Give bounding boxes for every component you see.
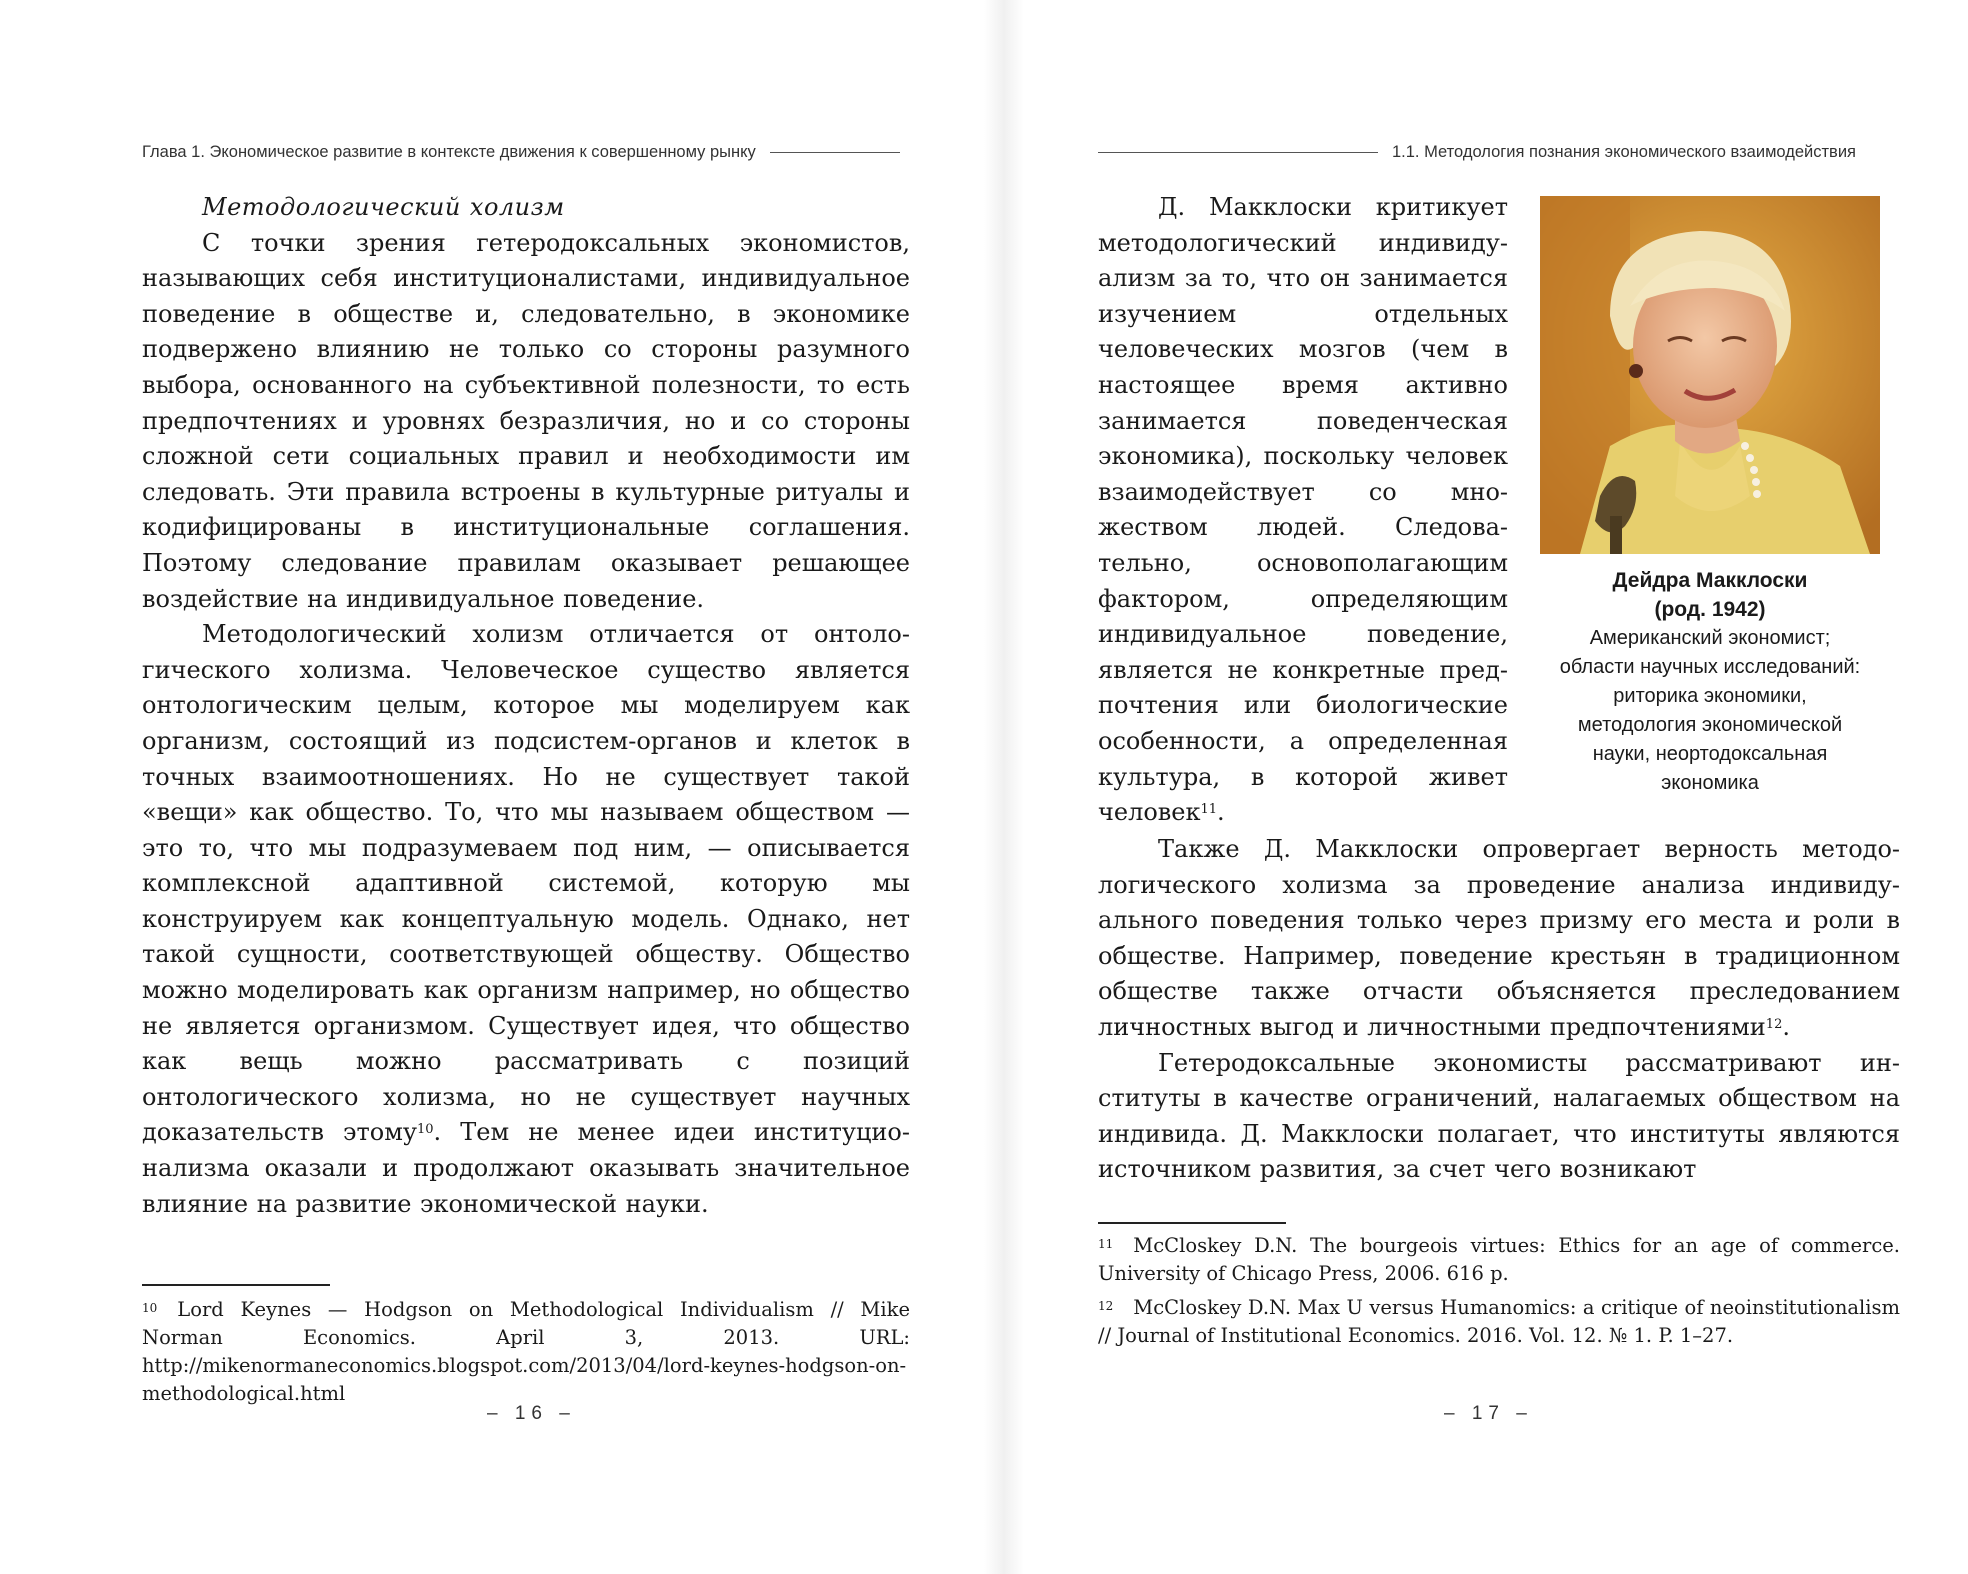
footnote-ref[interactable]: 11 — [1200, 802, 1218, 818]
paragraph-text: Методологический холизм отличается от онтологического холизма. Человеческое существо является онтологическим целым, которое мы моделируем как организм, состоящий из подсистем-органов и клеток в точных взаимоотношениях. Но не существует такой «вещи» как общество. То, что мы называем обществом — это то, что мы подразумеваем под ним, — описывается комплексной адаптивной системой, которую мы конструируем как концептуальную модель. Однако, нет такой сущности, соответствующей обществу. Общество можно моделировать как организм например, но общество не является организмом. Существует идея, что общество как вещь можно рассматривать с позиций онтологического холизма, но не существует научных доказательств этому — [142, 620, 910, 1147]
caption-line: Американский экономист; — [1589, 627, 1831, 649]
footnote — [142, 1296, 910, 1408]
footnote-rule — [1098, 1222, 1286, 1224]
paragraph-text: . — [1782, 1012, 1790, 1041]
paragraph-text: Также Д. Макклоски опровергает верность методологического холизма за проведение анализа индивидуального поведения только через призму его места и роли в обществе. Например, поведение крестьян в традиционном обществе также отчасти объясняется преследованием личностных выгод и личностными предпочтениями — [1098, 835, 1900, 1041]
footnotes-left — [142, 1296, 910, 1414]
footnote-rule — [142, 1284, 330, 1286]
page-number-right: – 17 – — [1444, 1403, 1533, 1424]
footnotes-right — [1098, 1232, 1900, 1356]
caption-line: области научных исследований: — [1559, 656, 1861, 678]
caption-line: риторика экономики, — [1613, 685, 1807, 707]
footnote-number: 12 — [1098, 1299, 1114, 1313]
paragraph: Гетеродоксальные экономисты рассматривают институты в качестве ограничений, налагаемых обществом на индивида. Д. Макклоски полагает, что институты являются источником развития, за счет чего возникают — [1098, 1048, 1900, 1184]
footnote-ref[interactable]: 10 — [417, 1122, 434, 1138]
running-head-rule — [770, 152, 900, 153]
footnote — [1098, 1232, 1900, 1288]
portrait-photo — [1540, 196, 1880, 554]
caption-line: методология экономической — [1577, 714, 1843, 736]
paragraph-text: . — [1217, 798, 1225, 827]
running-head-left — [142, 143, 900, 162]
paragraph — [1098, 832, 1900, 1046]
footnote — [1098, 1294, 1900, 1350]
right-page — [1024, 0, 1968, 1574]
book-gutter — [984, 0, 1024, 1574]
caption-line: экономика — [1661, 772, 1759, 794]
right-body-text-bottom — [1098, 832, 1900, 1188]
paragraph-text: Д. Макклоски критикует методологический индивидуализм за то, что он занимается изучением отдельных человеческих мозгов (чем в настоящее время активно занимается поведенческая экономика), поскольку человек взаимодействует со множеством людей. Следовательно, основополагающим фактором, определяющим индивидуальное поведение, является не конкретные предпочтения или биологические особенности, а определенная культура, в которой живет человек — [1098, 193, 1508, 827]
footnote-text: McCloskey D.N. The bourgeois virtues: Ethics for an age of commerce. University of Chicago Press, 2006. 616 p. — [1098, 1234, 1900, 1285]
paragraph — [142, 617, 910, 1222]
paragraph-text: . Тем не менее идеи институционализма оказали и продолжают оказывать значительное влияние на развитие экономической науки. — [142, 1118, 910, 1218]
caption-years: (род. 1942) — [1654, 598, 1766, 621]
paragraph — [1098, 190, 1508, 831]
running-head-right — [1098, 143, 1856, 162]
photo-caption — [1524, 566, 1896, 798]
running-head-text: Глава 1. Экономическое развитие в контексте движения к совершенному рынку — [142, 143, 756, 161]
caption-name: Дейдра Макклоски — [1612, 569, 1808, 592]
footnote-number: 11 — [1098, 1237, 1114, 1251]
section-title: Методологический холизм — [202, 193, 565, 221]
running-head-text: 1.1. Методология познания экономического взаимодействия — [1392, 143, 1856, 161]
running-head-rule — [1098, 152, 1378, 153]
caption-line: науки, неортодоксальная — [1592, 743, 1828, 765]
footnote-text: Lord Keynes — Hodgson on Methodological Individualism // Mike Norman Economics. April 3, 2013. URL: http://mikenormaneconomics.blogspot.com/2013/04/lord-keynes-hodgson-on-methodological.html — [142, 1298, 910, 1405]
portrait-image — [1540, 196, 1880, 554]
left-body-text — [142, 190, 910, 1222]
footnote-number: 10 — [142, 1301, 158, 1315]
footnote-ref[interactable]: 12 — [1765, 1016, 1783, 1032]
right-body-text-top — [1098, 190, 1508, 831]
paragraph: С точки зрения гетеродоксальных экономистов, называющих себя институционалистами, индивидуальное поведение в обществе и, следовательно, в экономике подвержено влиянию не только со стороны разумного выбора, основанного на субъективной полезности, то есть предпочтениях и уровнях безразличия, но и со стороны сложной сети социальных правил и необходимости им следовать. Эти правила встроены в культурные ритуалы и кодифицированы в институциональные соглашения. Поэтому следование правилам оказывает решающее воздействие на индивидуальное поведение. — [142, 228, 910, 613]
page-number-left: – 16 – — [487, 1403, 576, 1424]
footnote-text: McCloskey D.N. Max U versus Humanomics: a critique of neoinstitutionalism // Journal of Institutional Economics. 2016. Vol. 12. № 1. P. 1–27. — [1098, 1296, 1900, 1347]
